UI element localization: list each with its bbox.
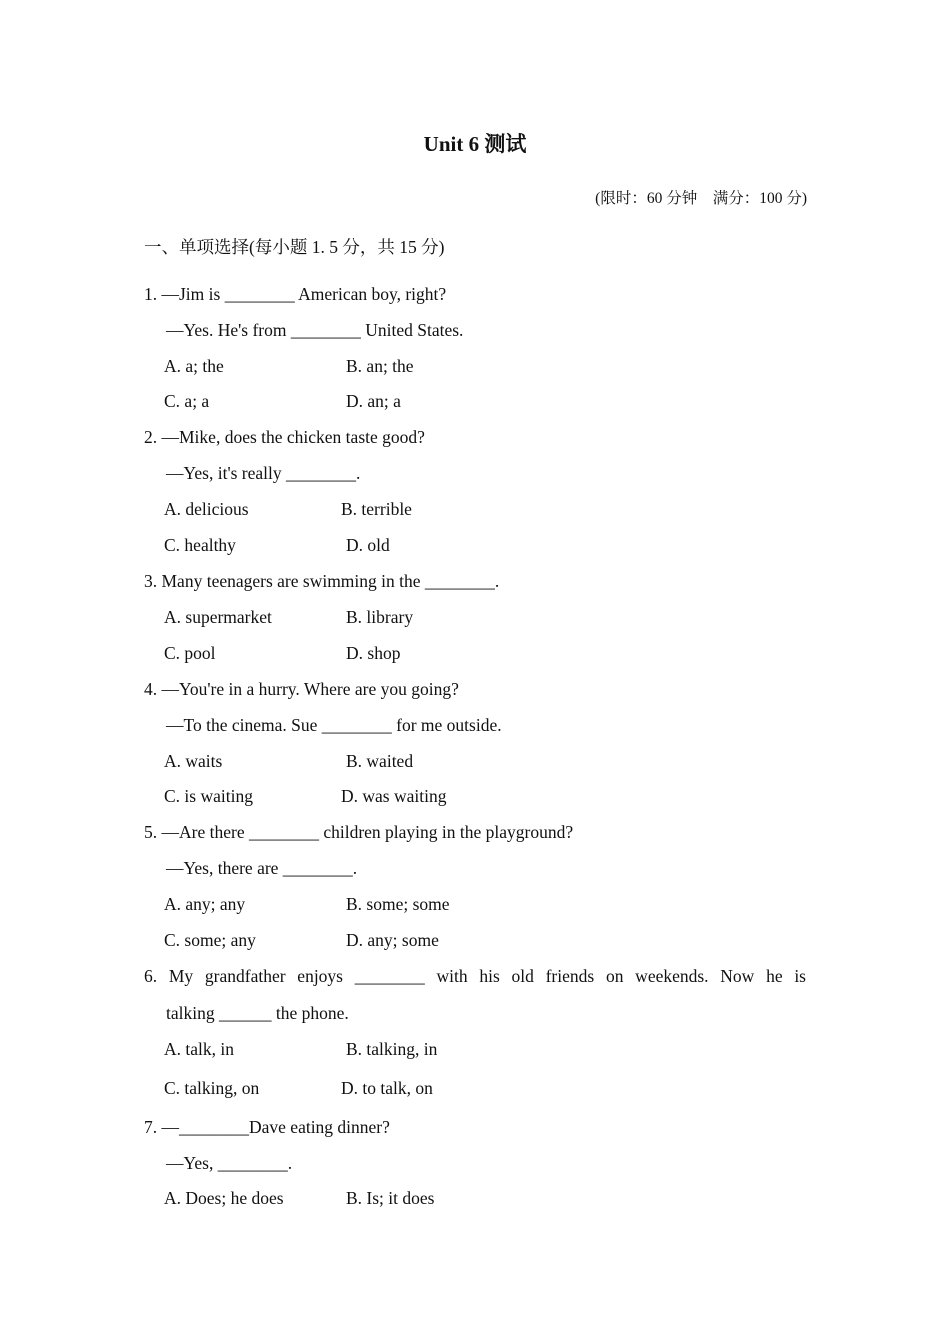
question-7-stem: 7. —________Dave eating dinner? (144, 1117, 390, 1137)
question-6-option-c: C. talking, on (164, 1078, 260, 1098)
question-2-response: —Yes, it's really ________. (166, 463, 361, 483)
question-2-option-d: D. old (346, 535, 390, 555)
question-7-response: —Yes, ________. (166, 1153, 293, 1173)
question-5-option-d: D. any; some (346, 930, 439, 950)
question-2-stem: 2. —Mike, does the chicken taste good? (144, 427, 425, 447)
question-1-response: —Yes. He's from ________ United States. (166, 320, 464, 340)
question-5-option-a: A. any; any (164, 894, 246, 914)
question-4-option-c: C. is waiting (164, 786, 253, 806)
question-2-option-c: C. healthy (164, 535, 236, 555)
question-4-option-a: A. waits (164, 751, 223, 771)
question-6-continuation: talking ______ the phone. (166, 1003, 349, 1023)
question-4-option-d: D. was waiting (341, 786, 447, 806)
question-7-option-b: B. Is; it does (346, 1188, 435, 1208)
question-1-option-c: C. a; a (164, 391, 210, 411)
section-heading: 一、单项选择(每小题 1. 5 分，共 15 分) (144, 237, 445, 257)
question-4-option-b: B. waited (346, 751, 414, 771)
question-1-option-d: D. an; a (346, 391, 401, 411)
question-5-option-c: C. some; any (164, 930, 256, 950)
question-5-response: —Yes, there are ________. (166, 858, 358, 878)
question-1-option-a: A. a; the (164, 356, 224, 376)
question-2-option-b: B. terrible (341, 499, 412, 519)
question-3-option-b: B. library (346, 607, 414, 627)
question-6-option-d: D. to talk, on (341, 1078, 433, 1098)
time-score-limit: (限时：60 分钟 满分：100 分) (595, 190, 807, 207)
question-3-option-d: D. shop (346, 643, 401, 663)
question-3-option-c: C. pool (164, 643, 216, 663)
question-3-option-a: A. supermarket (164, 607, 272, 627)
question-4-response: —To the cinema. Sue ________ for me outside. (166, 715, 502, 735)
page-title: Unit 6 测试 (423, 132, 527, 156)
question-4-stem: 4. —You're in a hurry. Where are you going? (144, 679, 459, 699)
question-2-option-a: A. delicious (164, 499, 249, 519)
question-1-option-b: B. an; the (346, 356, 414, 376)
question-6-option-b: B. talking, in (346, 1039, 438, 1059)
question-1-stem: 1. —Jim is ________ American boy, right? (144, 284, 447, 304)
question-7-option-a: A. Does; he does (164, 1188, 284, 1208)
question-3-stem: 3. Many teenagers are swimming in the ________. (144, 571, 500, 591)
question-6-stem: 6. My grandfather enjoys ________ with his old friends on weekends. Now he is (144, 966, 806, 986)
question-6-option-a: A. talk, in (164, 1039, 234, 1059)
question-5-option-b: B. some; some (346, 894, 450, 914)
question-5-stem: 5. —Are there ________ children playing in the playground? (144, 822, 574, 842)
